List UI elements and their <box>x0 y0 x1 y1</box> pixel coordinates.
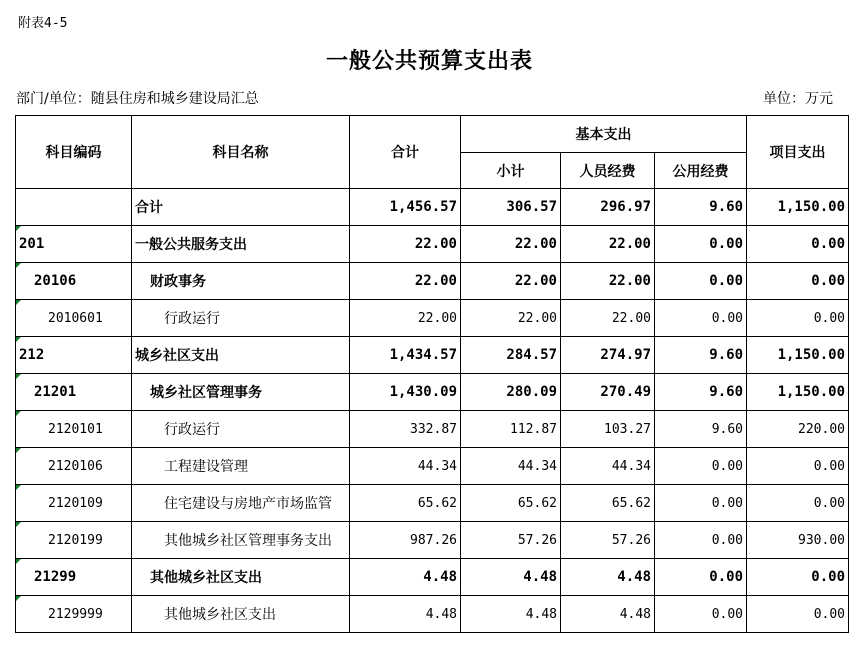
cell-total-text: 65.62 <box>417 495 457 511</box>
cell-subtotal <box>461 189 561 226</box>
cell-name-text: 行政运行 <box>164 311 220 327</box>
budget-table <box>15 115 849 633</box>
cell-public <box>655 300 747 337</box>
cell-name-text: 合计 <box>135 200 163 216</box>
cell-comment-marker <box>16 411 21 416</box>
header-subtotal: 小计 <box>461 153 561 189</box>
cell-project <box>747 374 849 411</box>
cell-personnel-text: 4.48 <box>619 606 651 622</box>
department-label: 部门/单位：随县住房和城乡建设局汇总 <box>16 91 259 107</box>
table-row <box>16 522 849 559</box>
cell-project <box>747 226 849 263</box>
cell-name-text: 城乡社区管理事务 <box>150 385 262 401</box>
cell-public <box>655 522 747 559</box>
cell-personnel <box>561 374 655 411</box>
cell-code-text: 21299 <box>34 569 77 585</box>
cell-subtotal-text: 112.87 <box>510 421 557 437</box>
cell-public-text: 0.00 <box>711 458 743 474</box>
table-row <box>16 559 849 596</box>
cell-name <box>132 300 350 337</box>
header-personnel: 人员经费 <box>561 153 655 189</box>
cell-code-text: 2120109 <box>48 495 103 511</box>
table-row <box>16 226 849 263</box>
cell-name <box>132 522 350 559</box>
cell-total-text: 332.87 <box>410 421 457 437</box>
header-basic: 基本支出 <box>461 116 747 153</box>
header-row-top <box>16 116 849 153</box>
cell-total-text: 1,434.57 <box>389 347 457 363</box>
cell-code <box>16 263 132 300</box>
cell-subtotal-text: 4.48 <box>525 606 557 622</box>
page-title: 一般公共预算支出表 <box>325 49 533 74</box>
cell-name-text: 其他城乡社区管理事务支出 <box>164 533 332 549</box>
cell-public <box>655 374 747 411</box>
cell-total <box>350 596 461 633</box>
cell-public <box>655 263 747 300</box>
cell-public-text: 9.60 <box>711 421 743 437</box>
cell-total <box>350 448 461 485</box>
cell-total-text: 4.48 <box>423 569 457 585</box>
cell-project <box>747 522 849 559</box>
cell-name-text: 其他城乡社区支出 <box>164 607 276 623</box>
cell-name <box>132 596 350 633</box>
cell-project-text: 1,150.00 <box>777 384 845 400</box>
cell-code <box>16 596 132 633</box>
cell-name-text: 城乡社区支出 <box>135 348 219 364</box>
cell-code-text: 2129999 <box>48 606 103 622</box>
cell-code-text: 2120199 <box>48 532 103 548</box>
cell-project <box>747 485 849 522</box>
cell-subtotal <box>461 226 561 263</box>
cell-project-text: 0.00 <box>813 310 845 326</box>
cell-code <box>16 448 132 485</box>
cell-subtotal-text: 22.00 <box>514 236 557 252</box>
cell-name-text: 住宅建设与房地产市场监管 <box>164 496 332 512</box>
cell-personnel-text: 57.26 <box>611 532 651 548</box>
table-row <box>16 411 849 448</box>
header-name: 科目名称 <box>132 116 350 189</box>
cell-public <box>655 337 747 374</box>
cell-comment-marker <box>16 559 21 564</box>
cell-comment-marker <box>16 374 21 379</box>
cell-code-text: 2010601 <box>48 310 103 326</box>
cell-code-text: 21201 <box>34 384 77 400</box>
cell-public-text: 0.00 <box>709 273 743 289</box>
cell-code-text: 2120101 <box>48 421 103 437</box>
cell-subtotal <box>461 337 561 374</box>
cell-public <box>655 189 747 226</box>
cell-personnel-text: 103.27 <box>604 421 651 437</box>
cell-subtotal <box>461 559 561 596</box>
cell-public <box>655 485 747 522</box>
cell-total <box>350 522 461 559</box>
cell-total-text: 4.48 <box>425 606 457 622</box>
cell-project <box>747 448 849 485</box>
cell-subtotal <box>461 596 561 633</box>
cell-public <box>655 559 747 596</box>
cell-subtotal-text: 57.26 <box>517 532 557 548</box>
cell-code <box>16 226 132 263</box>
cell-public-text: 0.00 <box>709 569 743 585</box>
cell-project-text: 0.00 <box>811 236 845 252</box>
cell-name <box>132 226 350 263</box>
cell-name-text: 财政事务 <box>150 274 206 290</box>
cell-code <box>16 559 132 596</box>
cell-code <box>16 522 132 559</box>
cell-personnel <box>561 411 655 448</box>
cell-personnel-text: 296.97 <box>600 199 651 215</box>
cell-project <box>747 596 849 633</box>
cell-project-text: 0.00 <box>813 458 845 474</box>
cell-total-text: 22.00 <box>414 273 457 289</box>
cell-project <box>747 337 849 374</box>
cell-name <box>132 485 350 522</box>
cell-name <box>132 263 350 300</box>
cell-name-text: 其他城乡社区支出 <box>150 570 262 586</box>
cell-personnel <box>561 485 655 522</box>
cell-total-text: 987.26 <box>410 532 457 548</box>
cell-name <box>132 448 350 485</box>
cell-public-text: 9.60 <box>709 347 743 363</box>
cell-project <box>747 411 849 448</box>
header-public: 公用经费 <box>655 153 747 189</box>
cell-public-text: 0.00 <box>711 606 743 622</box>
header-project: 项目支出 <box>747 116 849 189</box>
cell-personnel <box>561 596 655 633</box>
cell-public <box>655 226 747 263</box>
cell-project <box>747 263 849 300</box>
cell-personnel-text: 274.97 <box>600 347 651 363</box>
unit-label: 单位：万元 <box>763 91 833 107</box>
cell-subtotal-text: 4.48 <box>523 569 557 585</box>
cell-total <box>350 189 461 226</box>
cell-total <box>350 300 461 337</box>
cell-public <box>655 596 747 633</box>
cell-code <box>16 374 132 411</box>
cell-personnel-text: 4.48 <box>617 569 651 585</box>
cell-project <box>747 300 849 337</box>
cell-project-text: 0.00 <box>811 273 845 289</box>
cell-name-text: 工程建设管理 <box>164 459 248 475</box>
table-row <box>16 300 849 337</box>
cell-comment-marker <box>16 522 21 527</box>
table-row <box>16 485 849 522</box>
cell-code <box>16 189 132 226</box>
table-row <box>16 596 849 633</box>
cell-code-text: 201 <box>19 236 45 252</box>
cell-project <box>747 189 849 226</box>
cell-code <box>16 485 132 522</box>
cell-code <box>16 337 132 374</box>
table-row <box>16 337 849 374</box>
cell-project-text: 0.00 <box>811 569 845 585</box>
cell-comment-marker <box>16 485 21 490</box>
cell-personnel <box>561 189 655 226</box>
cell-project-text: 1,150.00 <box>777 199 845 215</box>
cell-name <box>132 559 350 596</box>
cell-personnel <box>561 263 655 300</box>
table-row <box>16 189 849 226</box>
cell-name <box>132 337 350 374</box>
cell-code <box>16 300 132 337</box>
cell-personnel-text: 22.00 <box>608 236 651 252</box>
cell-name-text: 一般公共服务支出 <box>135 237 247 253</box>
cell-project-text: 0.00 <box>813 606 845 622</box>
table-body <box>16 189 849 633</box>
cell-total-text: 1,456.57 <box>389 199 457 215</box>
cell-personnel <box>561 522 655 559</box>
cell-name-text: 行政运行 <box>164 422 220 438</box>
table-row <box>16 263 849 300</box>
cell-public-text: 0.00 <box>711 532 743 548</box>
cell-comment-marker <box>16 226 21 231</box>
cell-personnel-text: 22.00 <box>611 310 651 326</box>
cell-comment-marker <box>16 263 21 268</box>
cell-name <box>132 189 350 226</box>
cell-code-text: 20106 <box>34 273 77 289</box>
cell-subtotal-text: 44.34 <box>517 458 557 474</box>
document-number: 附表4-5 <box>18 16 68 31</box>
cell-total-text: 1,430.09 <box>389 384 457 400</box>
cell-total <box>350 485 461 522</box>
cell-personnel-text: 65.62 <box>611 495 651 511</box>
cell-total <box>350 337 461 374</box>
cell-comment-marker <box>16 300 21 305</box>
table-row <box>16 448 849 485</box>
cell-personnel <box>561 448 655 485</box>
cell-subtotal-text: 22.00 <box>517 310 557 326</box>
cell-code <box>16 411 132 448</box>
cell-subtotal-text: 22.00 <box>514 273 557 289</box>
cell-subtotal-text: 284.57 <box>506 347 557 363</box>
table-row <box>16 374 849 411</box>
cell-total <box>350 559 461 596</box>
cell-comment-marker <box>16 337 21 342</box>
cell-subtotal <box>461 448 561 485</box>
cell-personnel-text: 270.49 <box>600 384 651 400</box>
cell-subtotal <box>461 263 561 300</box>
cell-total <box>350 411 461 448</box>
cell-project-text: 930.00 <box>798 532 845 548</box>
cell-public-text: 0.00 <box>711 310 743 326</box>
cell-subtotal-text: 306.57 <box>506 199 557 215</box>
cell-subtotal <box>461 485 561 522</box>
cell-public-text: 0.00 <box>709 236 743 252</box>
cell-total <box>350 374 461 411</box>
cell-public-text: 9.60 <box>709 384 743 400</box>
cell-total-text: 44.34 <box>417 458 457 474</box>
cell-personnel-text: 22.00 <box>608 273 651 289</box>
cell-subtotal-text: 280.09 <box>506 384 557 400</box>
cell-personnel-text: 44.34 <box>611 458 651 474</box>
cell-code-text: 212 <box>19 347 45 363</box>
header-total: 合计 <box>350 116 461 189</box>
header-code: 科目编码 <box>16 116 132 189</box>
cell-public-text: 0.00 <box>711 495 743 511</box>
cell-personnel <box>561 226 655 263</box>
cell-total <box>350 226 461 263</box>
cell-public <box>655 448 747 485</box>
cell-name <box>132 374 350 411</box>
cell-project-text: 0.00 <box>813 495 845 511</box>
cell-project <box>747 559 849 596</box>
cell-subtotal <box>461 300 561 337</box>
cell-subtotal-text: 65.62 <box>517 495 557 511</box>
cell-total <box>350 263 461 300</box>
cell-total-text: 22.00 <box>417 310 457 326</box>
cell-subtotal <box>461 411 561 448</box>
cell-comment-marker <box>16 448 21 453</box>
cell-personnel <box>561 559 655 596</box>
cell-personnel <box>561 337 655 374</box>
cell-total-text: 22.00 <box>414 236 457 252</box>
cell-public-text: 9.60 <box>709 199 743 215</box>
cell-name <box>132 411 350 448</box>
cell-personnel <box>561 300 655 337</box>
cell-project-text: 220.00 <box>798 421 845 437</box>
cell-public <box>655 411 747 448</box>
cell-code-text: 2120106 <box>48 458 103 474</box>
cell-comment-marker <box>16 596 21 601</box>
cell-subtotal <box>461 522 561 559</box>
cell-project-text: 1,150.00 <box>777 347 845 363</box>
cell-subtotal <box>461 374 561 411</box>
